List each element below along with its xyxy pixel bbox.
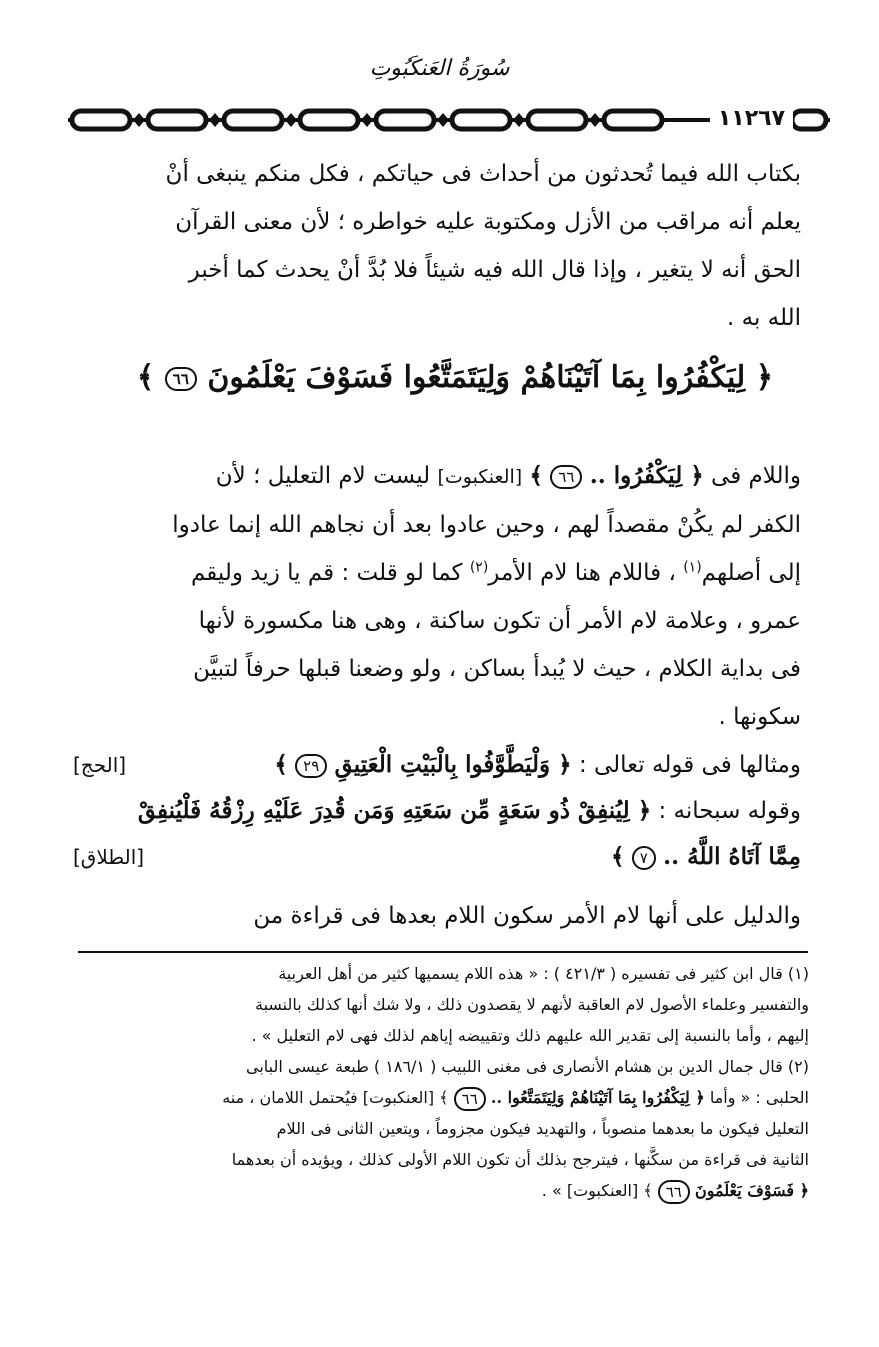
text-line: بكتاب الله فيما تُحدثون من أحداث فى حياتكم ، فكل منكم ينبغى أنْ: [165, 161, 801, 187]
footnote-line: والتفسير وعلماء الأصول لام العاقبة لأنهم لا يقصدون ذلك ، ولا شك أنها كذلك بالنسبة: [254, 995, 809, 1014]
quran-quote: مِمَّا آتَاهُ اللَّهُ ..: [663, 843, 801, 870]
text-line: والدليل على أنها لام الأمر سكون اللام بعدها فى قراءة من: [253, 903, 801, 929]
page-number: ١١٢٦٧: [710, 104, 793, 134]
surah-reference: [الحج]: [73, 753, 127, 777]
quran-quote: ﴿ لِيَكْفُرُوا بِمَا آتَيْنَاهُمْ وَلِيَتَمَتَّعُوا ..: [490, 1088, 705, 1107]
quran-quote: ﴿ فَسَوْفَ يَعْلَمُونَ: [694, 1181, 809, 1200]
paragraph-intro: [73, 150, 801, 342]
footnote-line: [69, 1175, 809, 1206]
ayah-number-badge: ٦٦: [165, 367, 197, 391]
text-span: إلى أصلهم: [701, 560, 801, 586]
quote-close-bracket: ﴾: [529, 462, 543, 489]
text-span: وقوله سبحانه :: [658, 798, 801, 824]
text-span: ، فاللام هنا لام الأمر: [488, 560, 676, 586]
footnote-line: (٢) قال جمال الدين بن هشام الأنصارى فى مغنى اللبيب ( ١٨٦/١ ) طبعة عيسى البابى: [246, 1057, 809, 1076]
text-line: فى بداية الكلام ، حيث لا يُبدأ بساكن ، ولو وضعنا قبلها حرفاً لتبيَّن: [193, 656, 801, 682]
surah-reference: [الطلاق]: [73, 845, 145, 869]
text-line: [73, 834, 801, 880]
text-span: ومثالها فى قوله تعالى :: [578, 752, 801, 778]
ayah-number-badge: ٧: [632, 846, 656, 870]
text-span: كما لو قلت : قم يا زيد وليقم: [190, 560, 463, 586]
text-line: الله به .: [726, 305, 801, 331]
text-line: [73, 549, 801, 597]
paragraph-evidence: [73, 892, 801, 940]
paragraph-explanation: [73, 452, 801, 741]
footnote-marker: (١): [683, 559, 702, 576]
footnotes: [69, 958, 809, 1206]
ayah-number-badge: ٦٦: [454, 1087, 486, 1111]
text-line: الكفر لم يكُنْ مقصداً لهم ، وحين عادوا بعد أن نجاهم الله إنما عادوا: [172, 512, 801, 538]
footnote-line: [69, 1082, 809, 1113]
quran-quote: ﴿ لِيُنفِقْ ذُو سَعَةٍ مِّن سَعَتِهِ وَمَن قُدِرَ عَلَيْهِ رِزْقُهُ فَلْيُنفِقْ: [137, 797, 652, 824]
footnote-line: التعليل فيكون ما بعدهما منصوباً ، والتهديد فيكون مجزوماً ، ويتعين الثانى فى اللام: [276, 1119, 809, 1138]
footnote-line: إليهم ، وأما بالنسبة إلى تقدير الله عليهم ذلك وتقييضه إياهم لذلك فهى لام التعليل » .: [251, 1026, 809, 1045]
text-span: ﴾ [العنكبوت] » .: [541, 1181, 653, 1200]
text-line: عمرو ، وعلامة لام الأمر أن تكون ساكنة ، وهى هنا مكسورة لأنها: [198, 608, 801, 634]
verse-close-bracket: ﴾: [136, 360, 155, 395]
text-span: الحلبى : « وأما: [709, 1088, 809, 1107]
footnote-divider: [78, 951, 808, 953]
text-line: يعلم أنه مراقب من الأزل ومكتوبة عليه خواطره ؛ لأن معنى القرآن: [175, 209, 801, 235]
ayah-number-badge: ٦٦: [550, 465, 582, 489]
verse-text: ﴿ لِيَكْفُرُوا بِمَا آتَيْنَاهُمْ وَلِيَتَمَتَّعُوا فَسَوْفَ يَعْلَمُونَ: [207, 360, 774, 395]
text-line: سكونها .: [718, 704, 801, 730]
footnote-marker: (٢): [469, 559, 489, 576]
quran-verse-banner: [130, 348, 780, 408]
quran-quote: ﴿ لِيَكْفُرُوا ..: [589, 462, 704, 489]
footnote-line: (١) قال ابن كثير فى تفسيره ( ٤٢١/٣ ) : « هذه اللام يسميها كثير من أهل العربية: [278, 964, 809, 983]
quran-quote: ﴿ وَلْيَطَّوَّفُوا بِالْبَيْتِ الْعَتِيقِ: [334, 751, 572, 778]
text-span: واللام فى: [711, 463, 801, 489]
text-line: الحق أنه لا يتغير ، وإذا قال الله فيه شيئاً فلا بُدَّ أنْ يحدث كما أخبر: [188, 257, 801, 283]
text-line: [73, 788, 801, 834]
quote-close-bracket: ﴾: [274, 751, 288, 778]
footnote-line: الثانية فى قراءة من سكَّنها ، فيترجح بذلك أن تكون اللام الأولى كذلك ، ويؤيده أن بعدهما: [231, 1150, 809, 1169]
surah-title: سُورَةُ العَنكَبُوتِ: [369, 56, 510, 81]
ayah-number-badge: ٢٩: [295, 754, 327, 778]
ayah-number-badge: ٦٦: [658, 1180, 690, 1204]
surah-reference: [العنكبوت]: [437, 466, 523, 488]
text-span: ﴾ [العنكبوت] فيُحتمل اللامان ، منه: [222, 1088, 449, 1107]
paragraph-examples: [73, 742, 801, 880]
text-span: ليست لام التعليل ؛ لأن: [215, 463, 431, 489]
quote-close-bracket: ﴾: [610, 843, 625, 870]
text-line: [73, 742, 801, 788]
text-line: [73, 452, 801, 501]
